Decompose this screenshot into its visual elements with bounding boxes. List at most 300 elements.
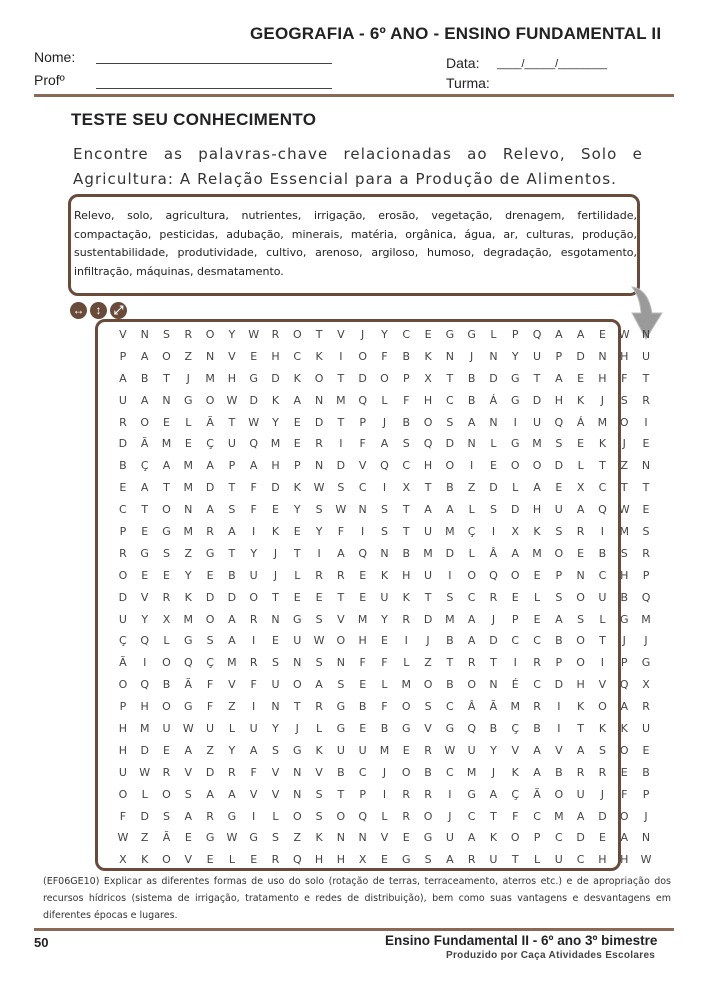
grid-letter[interactable]: D [511, 503, 520, 517]
grid-letter[interactable]: Ã [184, 678, 193, 692]
grid-letter[interactable]: P [642, 787, 650, 801]
grid-letter[interactable]: O [510, 459, 520, 473]
grid-letter[interactable]: E [577, 371, 585, 385]
grid-letter[interactable]: L [577, 459, 584, 473]
grid-letter[interactable]: D [140, 743, 149, 757]
grid-letter[interactable]: L [468, 546, 475, 560]
grid-letter[interactable]: R [228, 765, 236, 779]
grid-letter[interactable]: U [358, 743, 367, 757]
grid-letter[interactable]: K [315, 831, 323, 845]
grid-letter[interactable]: E [533, 612, 541, 626]
grid-letter[interactable]: F [381, 656, 388, 670]
grid-letter[interactable]: E [598, 831, 606, 845]
grid-letter[interactable]: L [381, 678, 388, 692]
grid-letter[interactable]: D [205, 590, 215, 604]
grid-letter[interactable]: U [533, 415, 542, 429]
grid-letter[interactable]: Y [184, 568, 192, 582]
grid-letter[interactable]: S [271, 656, 279, 670]
grid-letter[interactable]: S [206, 634, 214, 648]
grid-letter[interactable]: S [577, 612, 585, 626]
grid-letter[interactable]: D [271, 371, 280, 385]
grid-letter[interactable]: E [163, 568, 170, 582]
grid-letter[interactable]: Q [358, 546, 367, 560]
grid-letter[interactable]: J [622, 437, 626, 451]
grid-letter[interactable]: J [361, 328, 365, 341]
grid-letter[interactable]: V [249, 787, 258, 801]
grid-letter[interactable]: G [336, 722, 346, 736]
grid-letter[interactable]: B [446, 634, 454, 648]
grid-letter[interactable]: L [228, 722, 235, 736]
grid-letter[interactable]: B [467, 393, 476, 407]
grid-letter[interactable]: O [467, 568, 476, 582]
grid-letter[interactable]: W [335, 503, 347, 517]
grid-letter[interactable]: A [467, 831, 476, 845]
grid-letter[interactable]: H [118, 743, 128, 757]
grid-letter[interactable]: I [513, 656, 517, 670]
grid-letter[interactable]: O [336, 809, 346, 823]
grid-letter[interactable]: A [424, 503, 432, 517]
grid-letter[interactable]: O [576, 590, 585, 604]
grid-letter[interactable]: Y [381, 328, 388, 341]
grid-letter[interactable]: E [359, 590, 367, 604]
grid-letter[interactable]: B [380, 722, 389, 736]
grid-letter[interactable]: A [555, 612, 563, 626]
grid-letter[interactable]: Q [554, 415, 564, 429]
grid-letter[interactable]: S [315, 656, 323, 670]
grid-letter[interactable]: B [162, 678, 171, 692]
grid-letter[interactable]: C [533, 809, 541, 823]
grid-letter[interactable]: O [401, 700, 411, 714]
grid-letter[interactable]: N [314, 459, 324, 473]
grid-letter[interactable]: A [184, 743, 193, 757]
grid-letter[interactable]: B [533, 722, 541, 736]
grid-letter[interactable]: A [555, 328, 563, 341]
grid-letter[interactable]: Ã [140, 437, 149, 451]
grid-letter[interactable]: D [205, 481, 215, 495]
grid-letter[interactable]: N [205, 349, 215, 363]
grid-letter[interactable]: I [557, 722, 561, 736]
grid-letter[interactable]: A [228, 525, 236, 539]
grid-letter[interactable]: W [313, 634, 325, 648]
grid-letter[interactable]: E [402, 831, 410, 845]
grid-letter[interactable]: T [642, 371, 650, 385]
grid-letter[interactable]: C [402, 459, 411, 473]
grid-letter[interactable]: G [293, 743, 302, 757]
grid-letter[interactable]: H [358, 634, 367, 648]
grid-letter[interactable]: S [184, 787, 192, 801]
grid-letter[interactable]: R [271, 853, 280, 867]
grid-letter[interactable]: S [446, 590, 454, 604]
grid-letter[interactable]: C [293, 349, 302, 363]
grid-letter[interactable]: K [620, 722, 628, 736]
grid-letter[interactable]: Z [620, 459, 628, 473]
grid-letter[interactable]: P [359, 787, 366, 801]
grid-letter[interactable]: O [467, 678, 476, 692]
grid-letter[interactable]: E [141, 568, 149, 582]
grid-letter[interactable]: A [467, 415, 476, 429]
grid-letter[interactable]: D [271, 481, 280, 495]
grid-letter[interactable]: D [140, 809, 149, 823]
grid-letter[interactable]: A [140, 393, 149, 407]
grid-letter[interactable]: T [315, 328, 323, 341]
grid-letter[interactable]: O [554, 787, 564, 801]
grid-letter[interactable]: G [445, 722, 455, 736]
grid-letter[interactable]: M [205, 371, 215, 385]
grid-letter[interactable]: Ç [511, 722, 520, 736]
grid-letter[interactable]: T [490, 809, 497, 823]
grid-letter[interactable]: I [361, 525, 365, 539]
grid-letter[interactable]: C [598, 568, 607, 582]
grid-letter[interactable]: O [598, 700, 607, 714]
grid-letter[interactable]: S [620, 393, 628, 407]
grid-letter[interactable]: T [163, 481, 170, 495]
grid-letter[interactable]: R [315, 568, 323, 582]
grid-letter[interactable]: O [162, 853, 171, 867]
grid-letter[interactable]: U [118, 393, 127, 407]
grid-letter[interactable]: P [511, 612, 519, 626]
grid-letter[interactable]: U [554, 503, 563, 517]
grid-letter[interactable]: D [314, 415, 324, 429]
grid-letter[interactable]: V [555, 743, 563, 757]
grid-letter[interactable]: F [381, 700, 388, 714]
grid-letter[interactable]: E [642, 503, 650, 517]
grid-letter[interactable]: Â [467, 700, 476, 714]
grid-letter[interactable]: S [489, 503, 497, 517]
grid-letter[interactable]: M [423, 546, 433, 560]
grid-letter[interactable]: R [337, 568, 345, 582]
grid-letter[interactable]: V [228, 349, 236, 363]
grid-letter[interactable]: M [183, 481, 194, 495]
grid-letter[interactable]: O [118, 787, 128, 801]
grid-letter[interactable]: Z [206, 743, 214, 757]
grid-letter[interactable]: B [555, 765, 563, 779]
grid-letter[interactable]: M [161, 437, 172, 451]
grid-letter[interactable]: X [576, 481, 585, 495]
grid-letter[interactable]: H [336, 853, 345, 867]
grid-letter[interactable]: V [424, 722, 432, 736]
grid-letter[interactable]: E [359, 678, 367, 692]
grid-letter[interactable]: A [533, 765, 541, 779]
grid-letter[interactable]: S [271, 743, 279, 757]
grid-letter[interactable]: E [511, 590, 519, 604]
grid-letter[interactable]: H [271, 349, 280, 363]
grid-letter[interactable]: H [118, 722, 128, 736]
grid-letter[interactable]: L [163, 634, 170, 648]
grid-letter[interactable]: A [576, 503, 585, 517]
grid-letter[interactable]: Q [380, 459, 389, 473]
grid-letter[interactable]: C [511, 634, 520, 648]
grid-letter[interactable]: B [555, 634, 563, 648]
grid-letter[interactable]: K [315, 349, 323, 363]
grid-letter[interactable]: N [271, 700, 280, 714]
grid-letter[interactable]: V [511, 743, 519, 757]
grid-letter[interactable]: S [315, 612, 323, 626]
grid-letter[interactable]: P [119, 700, 127, 714]
grid-letter[interactable]: R [162, 765, 171, 779]
grid-letter[interactable]: H [227, 371, 237, 385]
grid-letter[interactable]: U [598, 590, 607, 604]
grid-letter[interactable]: A [140, 481, 149, 495]
grid-letter[interactable]: C [119, 503, 127, 517]
grid-letter[interactable]: N [380, 546, 389, 560]
grid-letter[interactable]: T [446, 371, 454, 385]
grid-letter[interactable]: B [598, 546, 607, 560]
grid-letter[interactable]: R [402, 612, 411, 626]
grid-letter[interactable]: U [424, 525, 433, 539]
grid-letter[interactable]: E [293, 437, 301, 451]
grid-letter[interactable]: W [248, 415, 260, 429]
grid-letter[interactable]: A [446, 853, 454, 867]
grid-letter[interactable]: A [228, 634, 236, 648]
grid-letter[interactable]: C [554, 831, 563, 845]
grid-letter[interactable]: J [470, 349, 474, 363]
grid-letter[interactable]: V [337, 612, 345, 626]
grid-letter[interactable]: H [402, 568, 411, 582]
grid-letter[interactable]: J [273, 546, 278, 560]
grid-letter[interactable]: V [184, 853, 193, 867]
grid-letter[interactable]: U [118, 765, 127, 779]
grid-letter[interactable]: Y [511, 349, 519, 363]
grid-letter[interactable]: M [445, 525, 455, 539]
grid-letter[interactable]: H [423, 459, 433, 473]
grid-letter[interactable]: E [272, 503, 279, 517]
grid-letter[interactable]: F [250, 503, 257, 517]
grid-letter[interactable]: K [598, 437, 607, 451]
grid-letter[interactable]: U [249, 568, 258, 582]
grid-letter[interactable]: K [402, 590, 410, 604]
grid-letter[interactable]: J [644, 634, 648, 648]
grid-letter[interactable]: M [445, 612, 455, 626]
grid-letter[interactable]: A [315, 678, 323, 692]
grid-letter[interactable]: Z [293, 831, 302, 845]
grid-letter[interactable]: C [446, 393, 454, 407]
grid-letter[interactable]: X [358, 853, 367, 867]
grid-letter[interactable]: R [576, 525, 585, 539]
grid-letter[interactable]: W [248, 328, 260, 341]
grid-letter[interactable]: C [533, 634, 541, 648]
grid-letter[interactable]: R [642, 393, 650, 407]
grid-letter[interactable]: A [467, 634, 476, 648]
grid-letter[interactable]: S [228, 503, 236, 517]
grid-letter[interactable]: T [511, 853, 519, 867]
grid-letter[interactable]: A [249, 459, 258, 473]
grid-letter[interactable]: Y [315, 525, 323, 539]
grid-letter[interactable]: D [445, 437, 455, 451]
grid-letter[interactable]: T [424, 590, 432, 604]
grid-letter[interactable]: J [382, 765, 387, 779]
grid-letter[interactable]: I [600, 656, 605, 670]
grid-letter[interactable]: V [140, 590, 149, 604]
grid-letter[interactable]: K [533, 525, 541, 539]
grid-letter[interactable]: I [252, 809, 256, 823]
grid-letter[interactable]: R [467, 853, 476, 867]
grid-letter[interactable]: Q [358, 809, 367, 823]
grid-letter[interactable]: U [271, 678, 280, 692]
grid-letter[interactable]: V [598, 678, 607, 692]
grid-letter[interactable]: Ç [511, 787, 520, 801]
grid-letter[interactable]: G [401, 722, 411, 736]
grid-letter[interactable]: K [293, 481, 301, 495]
grid-letter[interactable]: H [314, 853, 324, 867]
grid-letter[interactable]: I [448, 787, 452, 801]
grid-letter[interactable]: D [489, 634, 498, 648]
grid-letter[interactable]: U [533, 349, 542, 363]
grid-letter[interactable]: I [382, 787, 387, 801]
grid-letter[interactable]: P [119, 525, 127, 539]
grid-letter[interactable]: O [423, 809, 433, 823]
grid-letter[interactable]: P [119, 349, 127, 363]
grid-letter[interactable]: S [337, 678, 345, 692]
grid-letter[interactable]: G [205, 831, 215, 845]
grid-letter[interactable]: M [139, 722, 150, 736]
grid-letter[interactable]: O [380, 371, 389, 385]
grid-letter[interactable]: W [313, 481, 325, 495]
grid-letter[interactable]: R [533, 700, 541, 714]
grid-letter[interactable]: P [533, 831, 541, 845]
grid-letter[interactable]: K [577, 393, 585, 407]
grid-letter[interactable]: R [119, 546, 127, 560]
grid-letter[interactable]: V [184, 765, 193, 779]
grid-letter[interactable]: N [489, 678, 498, 692]
grid-letter[interactable]: N [293, 656, 302, 670]
grid-letter[interactable]: L [490, 328, 497, 341]
grid-letter[interactable]: O [140, 415, 150, 429]
grid-letter[interactable]: N [641, 459, 651, 473]
grid-letter[interactable]: T [599, 634, 606, 648]
grid-letter[interactable]: Z [184, 546, 193, 560]
grid-letter[interactable]: N [358, 831, 367, 845]
grid-letter[interactable]: H [140, 700, 149, 714]
grid-letter[interactable]: P [293, 459, 301, 473]
grid-letter[interactable]: D [532, 393, 542, 407]
grid-letter[interactable]: M [510, 700, 520, 714]
grid-letter[interactable]: J [295, 722, 299, 736]
grid-letter[interactable]: Y [228, 743, 236, 757]
grid-letter[interactable]: F [250, 481, 257, 495]
grid-letter[interactable]: Q [140, 634, 150, 648]
grid-letter[interactable]: M [357, 612, 368, 626]
grid-letter[interactable]: R [315, 700, 323, 714]
grid-letter[interactable]: R [119, 415, 127, 429]
grid-letter[interactable]: H [598, 853, 607, 867]
grid-letter[interactable]: H [620, 349, 629, 363]
grid-letter[interactable]: A [140, 349, 149, 363]
grid-letter[interactable]: C [576, 853, 585, 867]
grid-letter[interactable]: E [206, 853, 214, 867]
grid-letter[interactable]: U [293, 634, 302, 648]
grid-letter[interactable]: I [252, 700, 256, 714]
grid-letter[interactable]: O [445, 459, 455, 473]
grid-letter[interactable]: S [620, 546, 628, 560]
grid-letter[interactable]: R [576, 765, 585, 779]
grid-letter[interactable]: O [336, 634, 346, 648]
grid-letter[interactable]: W [618, 503, 630, 517]
grid-letter[interactable]: E [141, 525, 149, 539]
grid-letter[interactable]: A [555, 371, 563, 385]
grid-letter[interactable]: U [489, 853, 498, 867]
grid-letter[interactable]: U [641, 722, 651, 736]
grid-letter[interactable]: E [402, 743, 410, 757]
grid-letter[interactable]: C [446, 700, 454, 714]
grid-letter[interactable]: Q [292, 853, 302, 867]
grid-letter[interactable]: W [640, 853, 652, 867]
grid-letter[interactable]: E [555, 481, 563, 495]
grid-letter[interactable]: S [380, 503, 388, 517]
grid-letter[interactable]: O [576, 656, 585, 670]
grid-letter[interactable]: U [576, 787, 585, 801]
grid-letter[interactable]: O [118, 678, 128, 692]
grid-letter[interactable]: Ã [489, 700, 498, 714]
grid-letter[interactable]: N [641, 831, 651, 845]
grid-letter[interactable]: O [292, 678, 302, 692]
grid-letter[interactable]: O [292, 809, 302, 823]
grid-letter[interactable]: D [554, 678, 564, 692]
grid-letter[interactable]: K [271, 525, 280, 539]
grid-letter[interactable]: U [467, 743, 476, 757]
grid-letter[interactable]: G [423, 831, 433, 845]
grid-letter[interactable]: N [358, 503, 367, 517]
grid-letter[interactable]: O [249, 590, 259, 604]
grid-letter[interactable]: N [641, 328, 651, 341]
grid-letter[interactable]: R [249, 656, 258, 670]
grid-letter[interactable]: T [293, 700, 301, 714]
grid-letter[interactable]: A [533, 743, 541, 757]
grid-letter[interactable]: R [162, 590, 171, 604]
grid-letter[interactable]: E [424, 328, 432, 341]
grid-letter[interactable]: E [293, 415, 301, 429]
grid-letter[interactable]: S [163, 809, 170, 823]
grid-letter[interactable]: M [532, 437, 542, 451]
grid-letter[interactable]: O [510, 831, 520, 845]
grid-letter[interactable]: E [359, 568, 367, 582]
grid-letter[interactable]: W [618, 328, 630, 341]
grid-letter[interactable]: A [228, 787, 236, 801]
grid-letter[interactable]: P [555, 349, 563, 363]
grid-letter[interactable]: S [642, 525, 650, 539]
grid-letter[interactable]: D [489, 371, 498, 385]
grid-letter[interactable]: F [381, 349, 388, 363]
grid-letter[interactable]: R [184, 328, 193, 341]
grid-letter[interactable]: T [620, 481, 628, 495]
grid-letter[interactable]: A [576, 328, 585, 341]
grid-letter[interactable]: G [619, 612, 629, 626]
grid-letter[interactable]: L [381, 393, 388, 407]
grid-letter[interactable]: T [337, 371, 345, 385]
grid-letter[interactable]: X [511, 525, 520, 539]
grid-letter[interactable]: G [249, 831, 258, 845]
grid-letter[interactable]: I [252, 634, 256, 648]
grid-letter[interactable]: B [140, 371, 149, 385]
grid-letter[interactable]: G [184, 634, 193, 648]
grid-letter[interactable]: L [533, 590, 541, 604]
grid-letter[interactable]: Ã [206, 415, 214, 429]
grid-letter[interactable]: V [358, 459, 367, 473]
grid-letter[interactable]: A [467, 612, 476, 626]
grid-letter[interactable]: Z [184, 349, 193, 363]
grid-letter[interactable]: Á [576, 415, 585, 429]
grid-letter[interactable]: A [380, 437, 389, 451]
grid-letter[interactable]: N [445, 349, 454, 363]
grid-letter[interactable]: R [467, 656, 476, 670]
grid-letter[interactable]: P [511, 328, 519, 341]
grid-letter[interactable]: D [227, 590, 237, 604]
grid-letter[interactable]: B [402, 349, 411, 363]
grid-letter[interactable]: L [185, 415, 192, 429]
grid-letter[interactable]: N [293, 787, 302, 801]
grid-letter[interactable]: D [249, 393, 258, 407]
grid-letter[interactable]: O [314, 371, 324, 385]
grid-letter[interactable]: S [163, 328, 170, 341]
